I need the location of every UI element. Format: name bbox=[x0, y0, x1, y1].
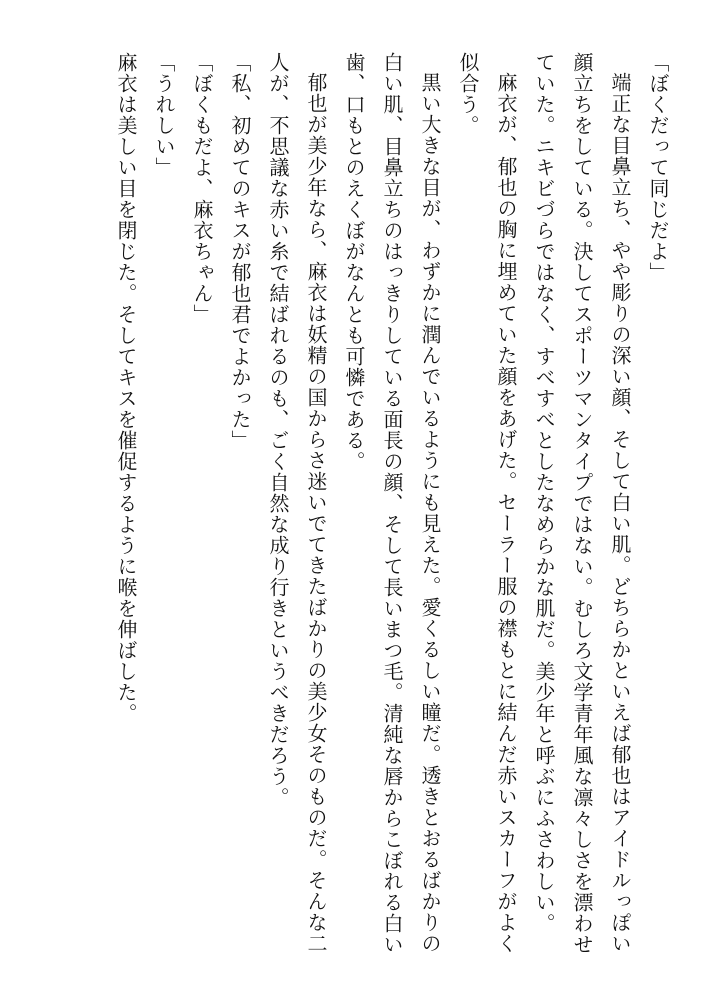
paragraph-narration: 麻衣が、郁也の胸に埋めていた顔をあげた。セーラー服の襟もとに結んだ赤いスカーフがよく似合う。 bbox=[456, 52, 518, 954]
paragraph-narration: 端正な目鼻立ち、やや彫りの深い顔、そして白い肌。どちらかといえば郁也はアイドルっぽい顔立ちをしている。決してスポーツマンタイプではない。むしろ文学青年風な凛々しさを漂わせていた。ニキビづらではなく、すべすべとしたなめらかな肌だ。美少年と呼ぶにふさわしい。 bbox=[532, 52, 632, 955]
paragraph-narration: 郁也が美少年なら、麻衣は妖精の国からさ迷いでてきたばかりの美少女そのものだ。そんな二人が、不思議な赤い糸で結ばれるのも、ごく自然な成り行きというべきだろう。 bbox=[266, 52, 328, 954]
paragraph-dialogue: 「うれしい」 bbox=[152, 52, 176, 178]
paragraph-narration: 麻衣は美しい目を閉じた。そしてキスを催促するように喉を伸ばした。 bbox=[114, 52, 138, 724]
paragraph-dialogue: 「ぼくだって同じだよ」 bbox=[646, 52, 670, 283]
paragraph-dialogue: 「ぼくもだよ、麻衣ちゃん」 bbox=[190, 52, 214, 325]
paragraph-narration: 黒い大きな目が、わずかに潤んでいるようにも見えた。愛くるしい瞳だ。透きとおるばかりの白い肌、目鼻立ちのはっきりしている面長の顔、そして長いまつ毛。清純な唇からこぼれる白い歯、口もとのえくぼがなんとも可憐である。 bbox=[342, 52, 442, 955]
paragraph-dialogue: 「私、初めてのキスが郁也君でよかった」 bbox=[228, 52, 252, 451]
vertical-text-body bbox=[30, 52, 677, 972]
